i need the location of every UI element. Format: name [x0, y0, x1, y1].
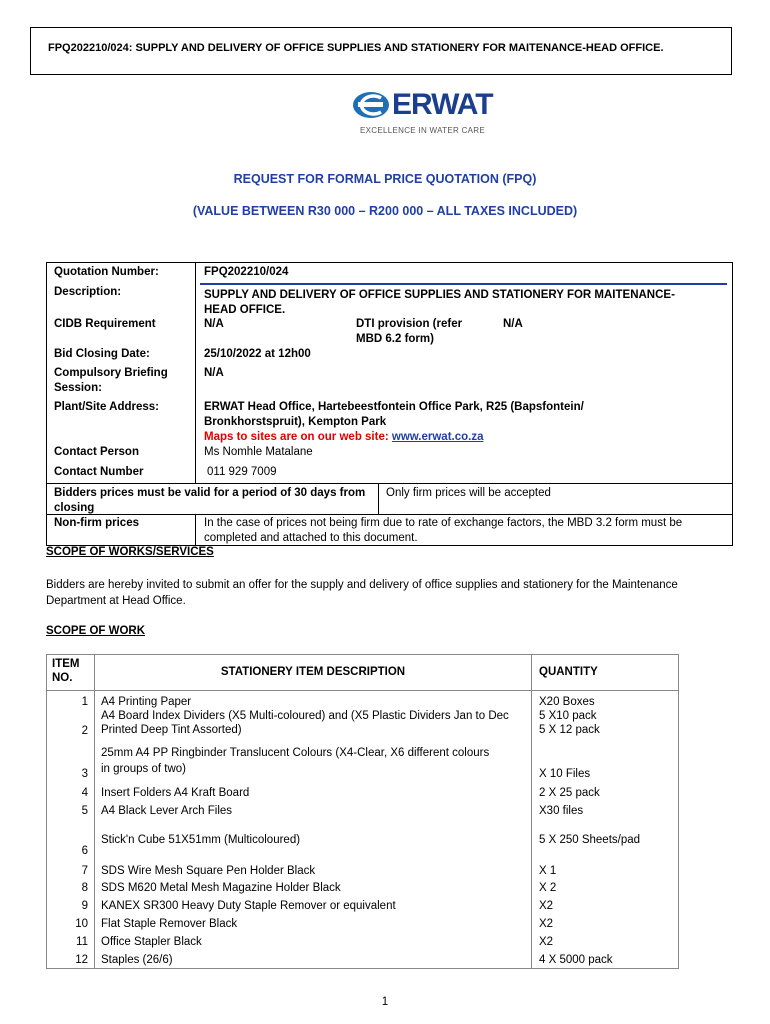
table-row-description: Insert Folders A4 Kraft Board	[101, 787, 250, 799]
nonfirm-value: In the case of prices not being firm due to rate of exchange factors, the MBD 3.2 form must be completed and attached to this document.	[204, 517, 683, 544]
table-row-item-no: 9	[81, 900, 88, 912]
table-row-description: 25mm A4 PP Ringbinder Translucent Colours (X4-Clear, X6 different colours in groups of two)	[101, 747, 490, 775]
table-row-description: SDS Wire Mesh Square Pen Holder Black	[101, 865, 316, 877]
table-row-quantity: X 10 Files	[539, 768, 591, 780]
table-row-item-no: 4	[81, 787, 88, 799]
nonfirm-label: Non-firm prices	[54, 517, 139, 529]
column-header-description: STATIONERY ITEM DESCRIPTION	[220, 666, 406, 678]
validity-label: Bidders prices must be valid for a period of 30 days from closing	[54, 487, 366, 514]
table-row-description: Staples (26/6)	[101, 954, 173, 966]
quotation-number: FPQ202210/024	[204, 266, 289, 278]
document-header: FPQ202210/024: SUPPLY AND DELIVERY OF OFFICE SUPPLIES AND STATIONERY FOR MAITENANCE-HEAD OFFICE.	[48, 42, 664, 54]
scope-work-heading: SCOPE OF WORK	[46, 625, 146, 637]
table-row-item-no: 8	[81, 882, 88, 894]
table-row-item-no: 7	[81, 865, 88, 877]
table-row-item-no: 10	[75, 918, 88, 930]
scope-services-paragraph: Bidders are hereby invited to submit an offer for the supply and delivery of office supplies and stationery for the Maintenance Department at Head Office.	[46, 579, 678, 607]
scope-services-heading: SCOPE OF WORKS/SERVICES	[46, 546, 214, 558]
bid-closing-label: Bid Closing Date:	[54, 348, 150, 360]
table-row-quantity: X2	[539, 918, 554, 930]
page-number: 1	[381, 996, 389, 1008]
items-table-right-border	[678, 654, 679, 969]
validity-value: Only firm prices will be accepted	[386, 487, 551, 499]
logo-wordmark: ERWAT	[392, 88, 493, 121]
table-row-quantity: 5 X 250 Sheets/pad	[539, 834, 641, 846]
description-label: Description:	[54, 286, 122, 298]
cidb-label: CIDB Requirement	[54, 318, 156, 330]
column-header-quantity: QUANTITY	[539, 666, 598, 678]
table-row-item-no: 12	[75, 954, 88, 966]
info-table-divider-validity	[378, 483, 379, 514]
items-table-left-border	[46, 654, 47, 969]
items-table-header-border	[46, 690, 679, 691]
table-row-quantity: X 1	[539, 865, 557, 877]
site-address: ERWAT Head Office, Hartebeestfontein Office Park, R25 (Bapsfontein/ Bronkhorstspruit), Kempton Park	[204, 401, 584, 428]
contact-person: Ms Nomhle Matalane	[204, 446, 313, 458]
contact-number-label: Contact Number	[54, 466, 144, 478]
table-row-description: SDS M620 Metal Mesh Magazine Holder Black	[101, 882, 341, 894]
table-row-item-no: 5	[81, 805, 88, 817]
info-table-divider-nonfirm	[195, 514, 196, 545]
table-row-quantity: 2 X 25 pack	[539, 787, 600, 799]
quotation-number-label: Quotation Number:	[54, 266, 159, 278]
table-row-description: A4 Black Lever Arch Files	[101, 805, 233, 817]
bid-closing-date: 25/10/2022 at 12h00	[204, 348, 311, 360]
dti-value: N/A	[503, 318, 523, 330]
table-row-quantity: X2	[539, 900, 554, 912]
briefing-value: N/A	[204, 367, 224, 379]
table-row-quantity: 4 X 5000 pack	[539, 954, 613, 966]
contact-person-label: Contact Person	[54, 446, 139, 458]
table-row-quantity: 5 X10 pack 5 X 12 pack	[539, 710, 600, 736]
table-row-item-no: 1	[81, 696, 88, 708]
table-row-description: Flat Staple Remover Black	[101, 918, 238, 930]
table-row-item-no: 2	[81, 725, 88, 737]
briefing-label: Compulsory Briefing Session:	[54, 367, 168, 394]
items-table-bottom-border	[46, 968, 679, 969]
table-row-item-no: 3	[81, 768, 88, 780]
table-row-item-no: 6	[81, 845, 88, 857]
maps-note	[204, 430, 484, 445]
logo-tagline: EXCELLENCE IN WATER CARE	[360, 126, 486, 135]
table-row-description: Stick'n Cube 51X51mm (Multicoloured)	[101, 834, 301, 846]
items-table-col-divider	[531, 654, 532, 969]
table-row-description: KANEX SR300 Heavy Duty Staple Remover or equivalent	[101, 900, 396, 912]
info-table-left-border	[46, 262, 47, 545]
table-row-description: A4 Printing Paper	[101, 696, 192, 708]
contact-number: 011 929 7009	[207, 466, 277, 478]
table-row-quantity: X 2	[539, 882, 557, 894]
table-row-description: Office Stapler Black	[101, 936, 202, 948]
dti-label: DTI provision (refer MBD 6.2 form)	[356, 318, 463, 345]
table-row-description: A4 Board Index Dividers (X5 Multi-coloured) and (X5 Plastic Dividers Jan to Dec Printed Deep Tint Assorted)	[101, 710, 509, 736]
cidb-value: N/A	[204, 318, 224, 330]
maps-text: Maps to sites are on our web site:	[204, 431, 389, 443]
info-row-border	[46, 483, 733, 484]
info-table-divider	[195, 262, 196, 483]
page-title: REQUEST FOR FORMAL PRICE QUOTATION (FPQ)	[233, 172, 537, 186]
items-table-col-divider	[94, 654, 95, 969]
quotation-underline	[200, 283, 727, 285]
items-table-top-border	[46, 654, 679, 655]
table-row-quantity: X20 Boxes	[539, 696, 595, 708]
column-header-item: ITEM NO.	[52, 658, 80, 684]
info-table-right-border	[732, 262, 733, 545]
description: SUPPLY AND DELIVERY OF OFFICE SUPPLIES AND STATIONERY FOR MAITENANCE- HEAD OFFICE.	[204, 289, 675, 316]
website-link[interactable]: www.erwat.co.za	[391, 431, 484, 443]
table-row-quantity: X2	[539, 936, 554, 948]
table-row-quantity: X30 files	[539, 805, 584, 817]
page-subtitle: (VALUE BETWEEN R30 000 – R200 000 – ALL TAXES INCLUDED)	[192, 204, 578, 218]
table-row-item-no: 11	[76, 936, 88, 948]
info-table-top-border	[46, 262, 733, 263]
erwat-logo	[352, 89, 512, 139]
address-label: Plant/Site Address:	[54, 401, 160, 413]
